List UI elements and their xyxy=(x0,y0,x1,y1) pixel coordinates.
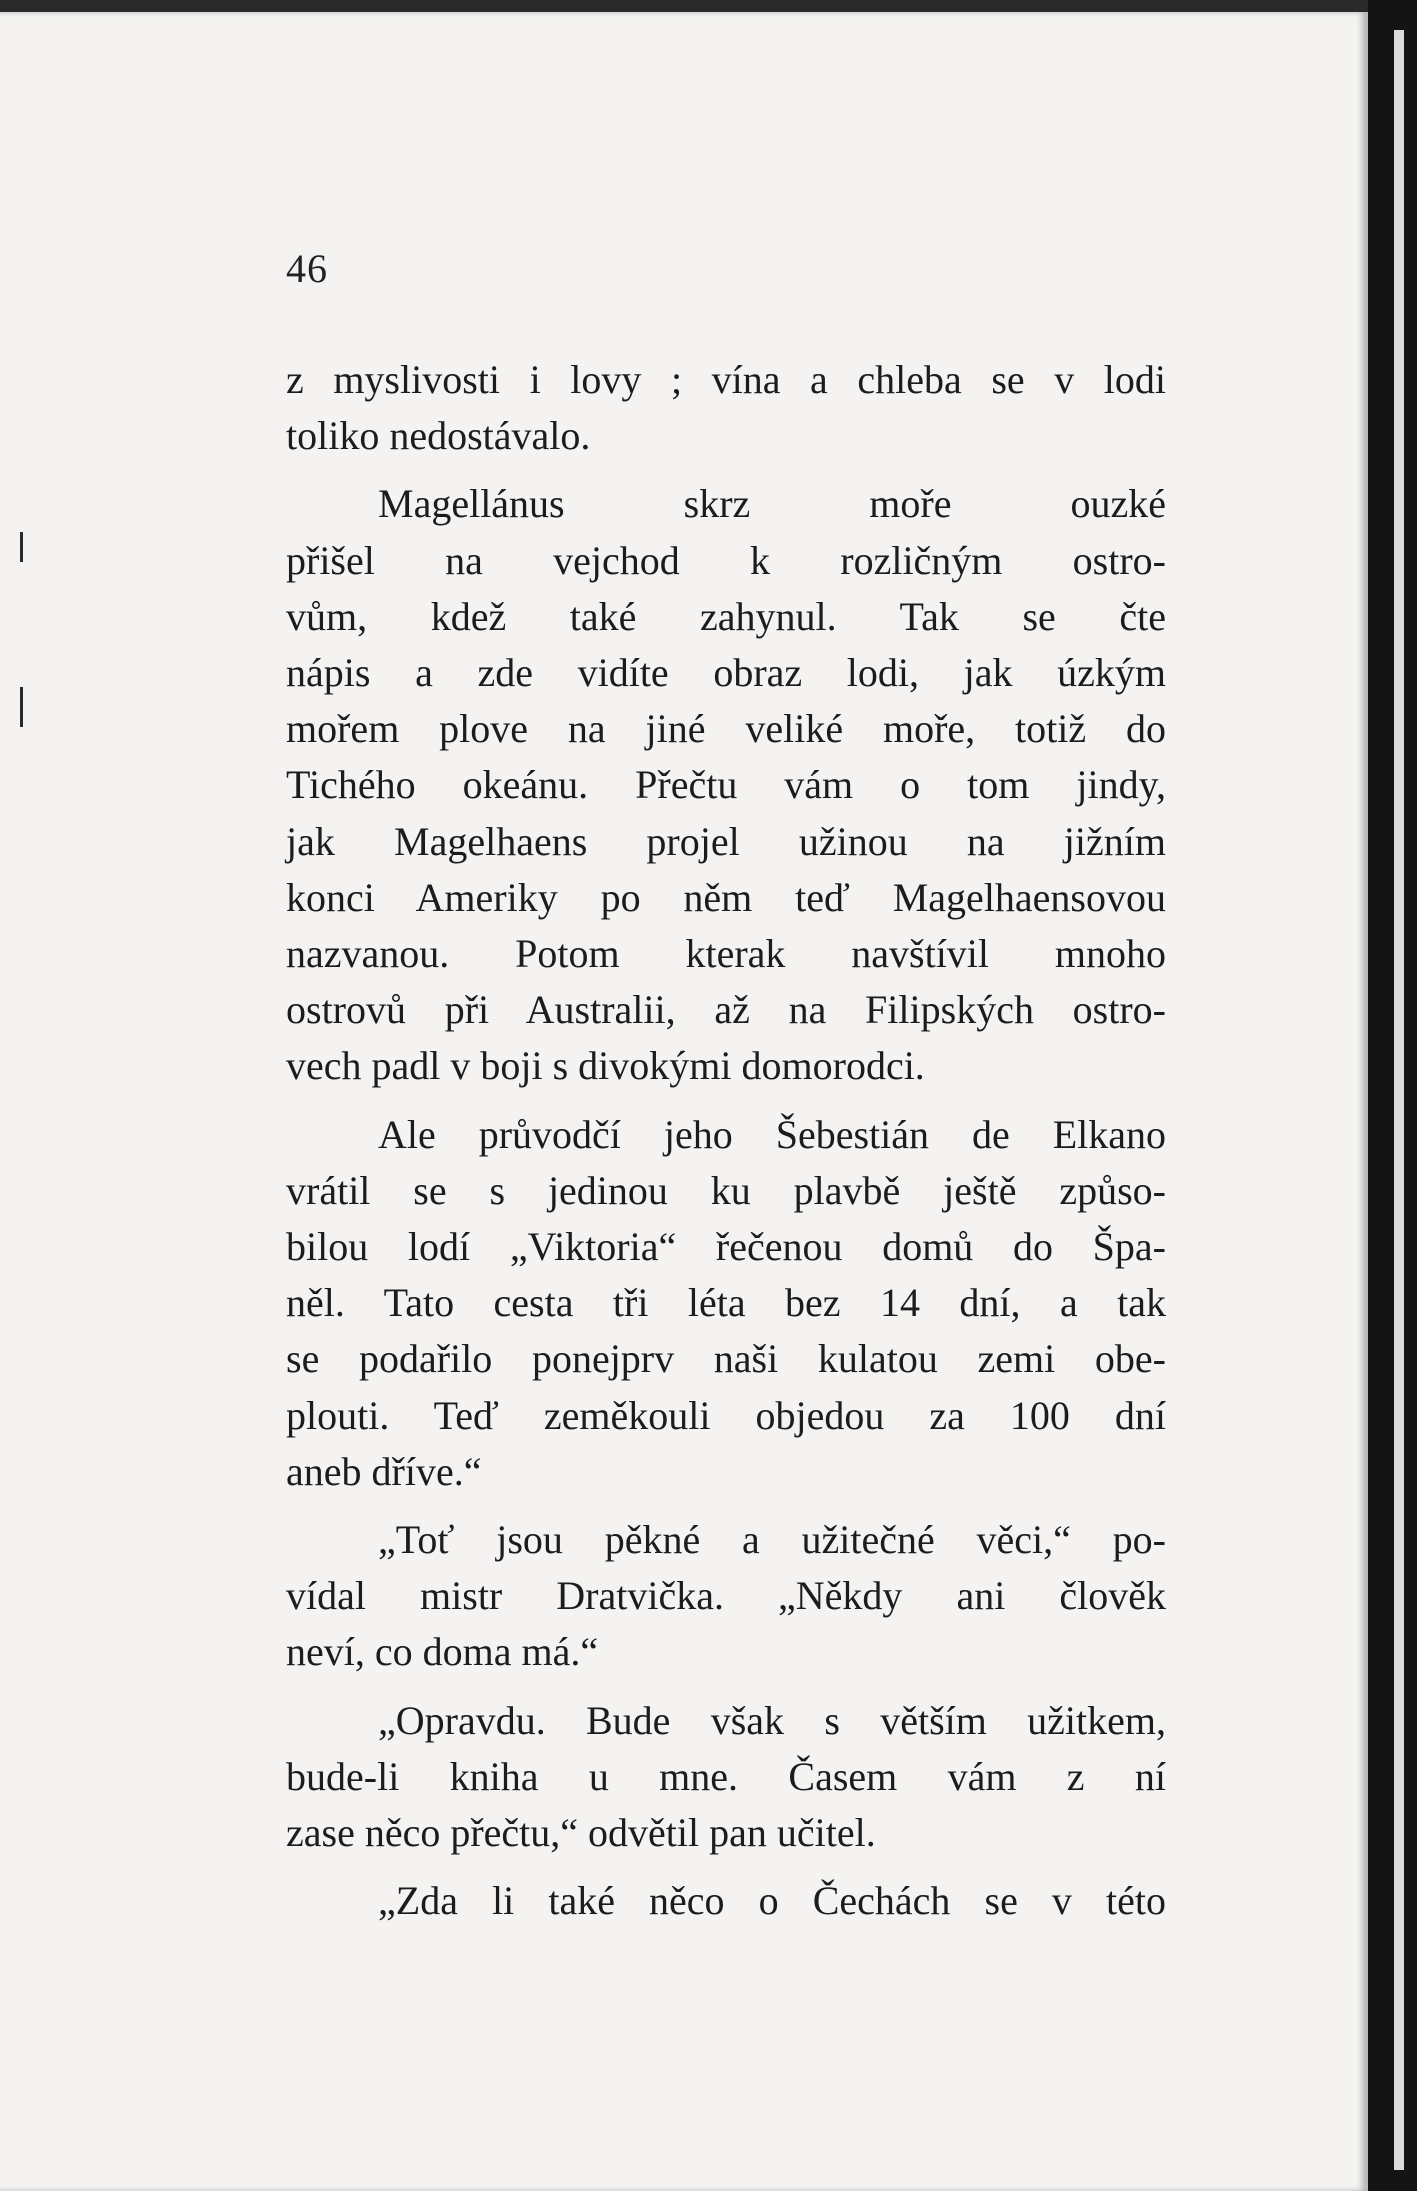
text-line: bude-li kniha u mne. Časem vám z ní xyxy=(286,1753,1166,1799)
paragraph-3 xyxy=(286,1107,1166,1500)
text-line: mořem plove na jiné veliké moře, totiž do xyxy=(286,706,1166,752)
paragraph-1 xyxy=(286,352,1166,464)
text-line: Magellánus skrz moře ouzké xyxy=(378,481,1166,527)
text-line: jak Magelhaens projel užinou na jižním xyxy=(286,818,1166,864)
paragraph-5 xyxy=(286,1693,1166,1862)
text-line: „Zda li také něco o Čechách se v této xyxy=(378,1878,1166,1924)
page-number: 46 xyxy=(286,246,328,291)
text-line: bilou lodí „Viktoria“ řečenou domů do Špa- xyxy=(286,1224,1166,1270)
text-line: se podařilo ponejprv naši kulatou zemi obe- xyxy=(286,1336,1166,1382)
text-line: neví, co doma má.“ xyxy=(286,1629,599,1675)
text-line: přišel na vejchod k rozličným ostro- xyxy=(286,537,1166,583)
text-line: z myslivosti i lovy ; vína a chleba se v lodi xyxy=(286,357,1166,402)
paragraph-4 xyxy=(286,1512,1166,1681)
text-line: nazvanou. Potom kterak navštívil mnoho xyxy=(286,931,1166,977)
text-line: konci Ameriky po něm teď Magelhaensovou xyxy=(286,874,1166,920)
text-line: vům, kdež také zahynul. Tak se čte xyxy=(286,593,1166,639)
text-line: Tichého okeánu. Přečtu vám o tom jindy, xyxy=(286,762,1166,808)
scan-top-border xyxy=(0,0,1368,12)
text-line: vídal mistr Dratvička. „Někdy ani člověk xyxy=(286,1573,1166,1619)
text-line: „Toť jsou pěkné a užitečné věci,“ po- xyxy=(378,1517,1166,1563)
text-line: ostrovů při Australii, až na Filipských ostro- xyxy=(286,987,1166,1033)
scan-right-border xyxy=(1368,0,1417,2191)
text-line: aneb dříve.“ xyxy=(286,1448,482,1494)
margin-mark xyxy=(20,532,23,562)
text-line: toliko nedostávalo. xyxy=(286,413,591,459)
adjacent-page-edge xyxy=(1394,30,1404,2170)
text-line: „Opravdu. Bude však s větším užitkem, xyxy=(378,1697,1166,1743)
text-line: vrátil se s jedinou ku plavbě ještě způso- xyxy=(286,1167,1166,1213)
text-line: vech padl v boji s divokými domorodci. xyxy=(286,1043,925,1089)
text-line: plouti. Teď zeměkouli objedou za 100 dní xyxy=(286,1392,1166,1438)
text-line: nápis a zde vidíte obraz lodi, jak úzkým xyxy=(286,650,1166,696)
text-line: něl. Tato cesta tři léta bez 14 dní, a tak xyxy=(286,1280,1166,1326)
text-line: zase něco přečtu,“ odvětil pan učitel. xyxy=(286,1810,876,1856)
margin-mark xyxy=(20,687,23,727)
book-page xyxy=(0,12,1368,2191)
text-line: Ale průvodčí jeho Šebestián de Elkano xyxy=(378,1111,1166,1157)
paragraph-2 xyxy=(286,476,1166,1094)
paragraph-6 xyxy=(286,1873,1166,1929)
body-text xyxy=(286,352,1166,1941)
